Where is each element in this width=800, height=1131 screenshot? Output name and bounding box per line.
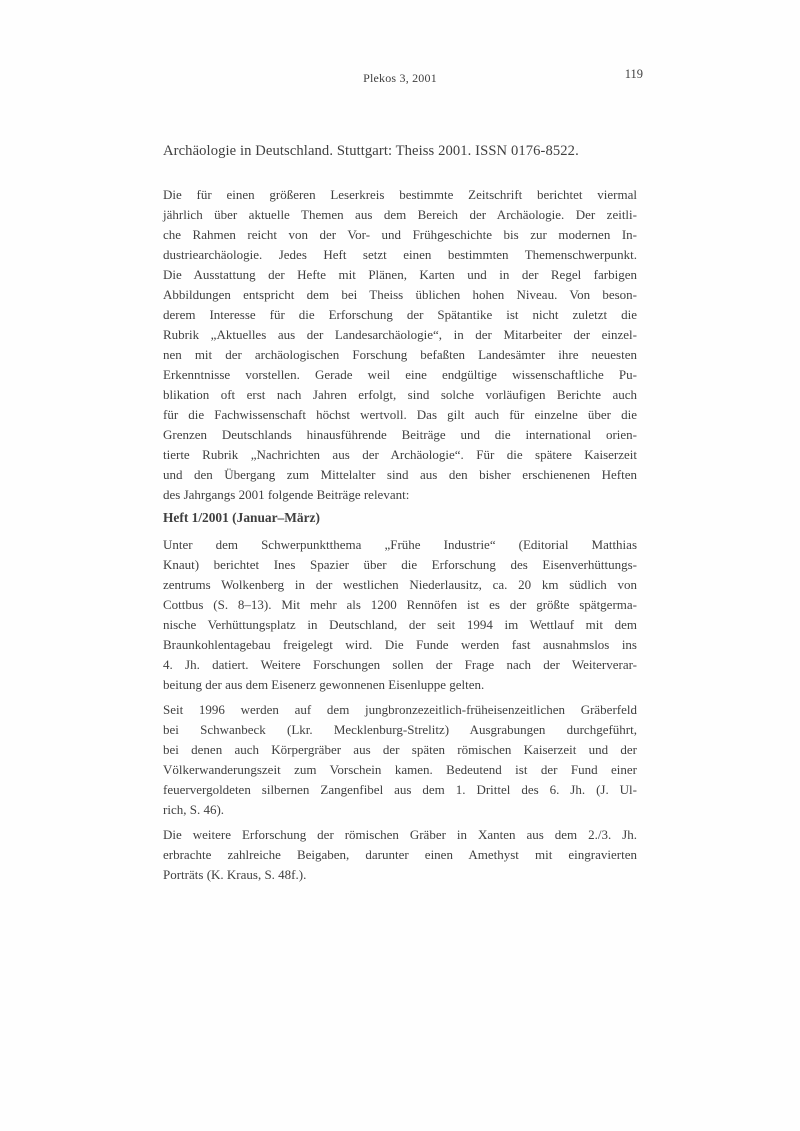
section-heading: Heft 1/2001 (Januar–März) xyxy=(163,510,320,525)
text-line: zentrums Wolkenberg in der westlichen Niederlausitz, ca. 20 km südlich von xyxy=(163,577,637,592)
running-head: Plekos 3, 2001 xyxy=(363,71,437,85)
text-line: che Rahmen reicht von der Vor- und Frühgeschichte bis zur modernen In- xyxy=(163,227,637,242)
text-line: Porträts (K. Kraus, S. 48f.). xyxy=(163,867,307,882)
text-line: Die Ausstattung der Hefte mit Plänen, Karten und in der Regel farbigen xyxy=(163,267,637,282)
text-line: Rubrik „Aktuelles aus der Landesarchäologie“, in der Mitarbeiter der einzel- xyxy=(163,327,637,342)
text-line: beitung der aus dem Eisenerz gewonnenen Eisenluppe gelten. xyxy=(163,677,485,692)
text-line: tierte Rubrik „Nachrichten aus der Archäologie“. Für die spätere Kaiserzeit xyxy=(163,447,637,462)
page-number: 119 xyxy=(624,67,643,81)
text-line: feuervergoldeten silbernen Zangenfibel aus dem 1. Drittel des 6. Jh. (J. Ul- xyxy=(163,782,637,797)
text-line: derem Interesse für die Erforschung der Spätantike ist nicht zuletzt die xyxy=(163,307,637,322)
text-line: bei denen auch Körpergräber aus der späten römischen Kaiserzeit und der xyxy=(163,742,637,757)
text-line: Abbildungen entspricht dem bei Theiss üblichen hohen Niveau. Von beson- xyxy=(163,287,637,302)
review-title: Archäologie in Deutschland. Stuttgart: Theiss 2001. ISSN 0176-8522. xyxy=(163,143,579,159)
text-line: nen mit der archäologischen Forschung befaßten Landesämter ihre neuesten xyxy=(163,347,637,362)
text-line: Völkerwanderungszeit zum Vorschein kamen. Bedeutend ist der Fund einer xyxy=(163,762,637,777)
text-line: nische Verhüttungsplatz in Deutschland, der seit 1994 im Wettlauf mit dem xyxy=(163,617,637,632)
text-line: blikation oft erst nach Jahren erfolgt, sind solche vorläufigen Berichte auch xyxy=(163,387,637,402)
text-line: erbrachte zahlreiche Beigaben, darunter einen Amethyst mit eingravierten xyxy=(163,847,637,862)
text-line: Seit 1996 werden auf dem jungbronzezeitlich-früheisenzeitlichen Gräberfeld xyxy=(163,702,637,717)
text-line: Cottbus (S. 8–13). Mit mehr als 1200 Rennöfen ist es der größte spätgerma- xyxy=(163,597,637,612)
paragraph xyxy=(163,535,637,695)
page-content xyxy=(163,185,637,885)
text-line: des Jahrgangs 2001 folgende Beiträge relevant: xyxy=(163,487,410,502)
paragraph xyxy=(163,825,637,885)
paragraph xyxy=(163,185,637,505)
text-line: rich, S. 46). xyxy=(163,802,225,817)
text-line: und den Übergang zum Mittelalter sind aus den bisher erschienenen Heften xyxy=(163,467,637,482)
text-line: bei Schwanbeck (Lkr. Mecklenburg-Strelitz) Ausgrabungen durchgeführt, xyxy=(163,722,637,737)
text-line: Knaut) berichtet Ines Spazier über die Erforschung des Eisenverhüttungs- xyxy=(163,557,637,572)
text-line: Erkenntnisse vorstellen. Gerade weil eine endgültige wissenschaftliche Pu- xyxy=(163,367,637,382)
text-line: dustriearchäologie. Jedes Heft setzt einen bestimmten Themenschwerpunkt. xyxy=(163,247,637,262)
text-line: Die weitere Erforschung der römischen Gräber in Xanten aus dem 2./3. Jh. xyxy=(163,827,637,842)
text-line: Grenzen Deutschlands hinausführende Beiträge und die international orien- xyxy=(163,427,637,442)
text-line: Braunkohlentagebau freigelegt wird. Die Funde werden fast ausnahmslos ins xyxy=(163,637,637,652)
text-line: Unter dem Schwerpunktthema „Frühe Industrie“ (Editorial Matthias xyxy=(163,537,637,552)
text-line: jährlich über aktuelle Themen aus dem Bereich der Archäologie. Der zeitli- xyxy=(163,207,637,222)
text-line: Die für einen größeren Leserkreis bestimmte Zeitschrift berichtet viermal xyxy=(163,187,637,202)
text-line: für die Fachwissenschaft höchst wertvoll. Das gilt auch für einzelne über die xyxy=(163,407,637,422)
text-line: 4. Jh. datiert. Weitere Forschungen sollen der Frage nach der Weiterverar- xyxy=(163,657,637,672)
paragraph xyxy=(163,700,637,820)
